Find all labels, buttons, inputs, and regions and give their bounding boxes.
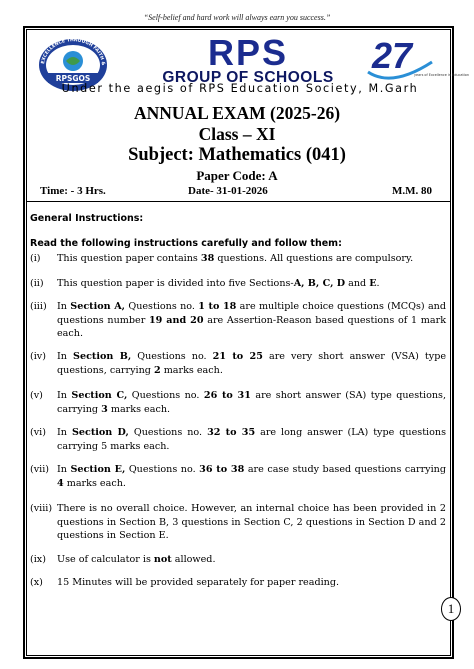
instruction-number: (vi)	[30, 427, 46, 438]
instruction-text: This question paper is divided into five Sections-A, B, C, D and E.	[57, 278, 380, 289]
instruction-item	[30, 277, 446, 291]
group-name: GROUP OF SCHOOLS	[162, 69, 334, 86]
instruction-number: (ii)	[30, 278, 44, 289]
exam-meta-row	[40, 185, 432, 201]
brand-name: RPS	[207, 32, 289, 73]
instruction-item	[30, 300, 446, 341]
instruction-number: (viii)	[30, 503, 53, 514]
brand-block	[148, 32, 348, 86]
header-divider	[26, 201, 451, 202]
instruction-text: In Section E, Questions no. 36 to 38 are case study based questions carrying 4 marks each.	[57, 464, 446, 489]
instruction-number: (x)	[30, 577, 43, 588]
exam-date: Date- 31-01-2026	[188, 185, 268, 197]
instruction-item	[30, 350, 446, 377]
anniversary-number: 27	[372, 35, 413, 76]
paper-code: Paper Code: A	[196, 168, 278, 183]
instruction-number: (vii)	[30, 464, 50, 475]
instruction-number: (ix)	[30, 554, 46, 565]
instruction-item	[30, 463, 446, 490]
instruction-number: (iii)	[30, 301, 47, 312]
instructions-heading: General Instructions:	[30, 213, 144, 224]
instruction-number: (v)	[30, 390, 43, 401]
emblem-arc-text: EXCELLENCE THROUGH FAITH &	[41, 38, 106, 66]
anniversary-logo	[362, 32, 469, 88]
instruction-text: In Section A, Questions no. 1 to 18 are multiple choice questions (MCQs) and questions number 19 and 20 are Assertion-Reason based questions of 1 mark each.	[57, 301, 447, 339]
instruction-text: In Section D, Questions no. 32 to 35 are long answer (LA) type questions carrying 5 marks each.	[57, 427, 446, 452]
instruction-item	[30, 426, 446, 453]
exam-title: ANNUAL EXAM (2025-26)	[133, 103, 341, 123]
instruction-text: In Section C, Questions no. 26 to 31 are short answer (SA) type questions, carrying 3 marks each.	[57, 390, 446, 415]
instruction-text: Use of calculator is not allowed.	[57, 554, 216, 565]
instruction-text: In Section B, Questions no. 21 to 25 are very short answer (VSA) type questions, carrying 2 marks each.	[57, 351, 447, 376]
max-marks: M.M. 80	[391, 185, 432, 197]
motto: “Self-belief and hard work will always earn you success.”	[143, 13, 331, 22]
aegis-line: Under the aegis of RPS Education Society, M.Garh	[61, 82, 419, 95]
instruction-text: 15 Minutes will be provided separately for paper reading.	[57, 577, 340, 588]
emblem-badge-text: RPSGOS	[55, 74, 91, 83]
class-title: Class – XI	[198, 124, 276, 144]
instruction-item	[30, 553, 446, 567]
instruction-item	[30, 252, 446, 266]
instruction-text: This question paper contains 38 questions. All questions are compulsory.	[57, 253, 414, 264]
instructions-lead: Read the following instructions carefully and follow them:	[30, 238, 342, 249]
subject-title: Subject: Mathematics (041)	[128, 145, 346, 165]
exam-time: Time: - 3 Hrs.	[40, 185, 106, 197]
instruction-text: There is no overall choice. However, an internal choice has been provided in 2 questions in Section B, 3 questions in Section C, 2 questions in Section D and 2 questions in Section E.	[57, 503, 446, 541]
page-number: 1	[441, 597, 461, 621]
instruction-item	[30, 502, 446, 543]
anniversary-caption: years of Excellence in Education	[414, 73, 469, 77]
instruction-number: (iv)	[30, 351, 46, 362]
instruction-number: (i)	[30, 253, 41, 264]
instruction-item	[30, 576, 446, 590]
instruction-item	[30, 389, 446, 416]
